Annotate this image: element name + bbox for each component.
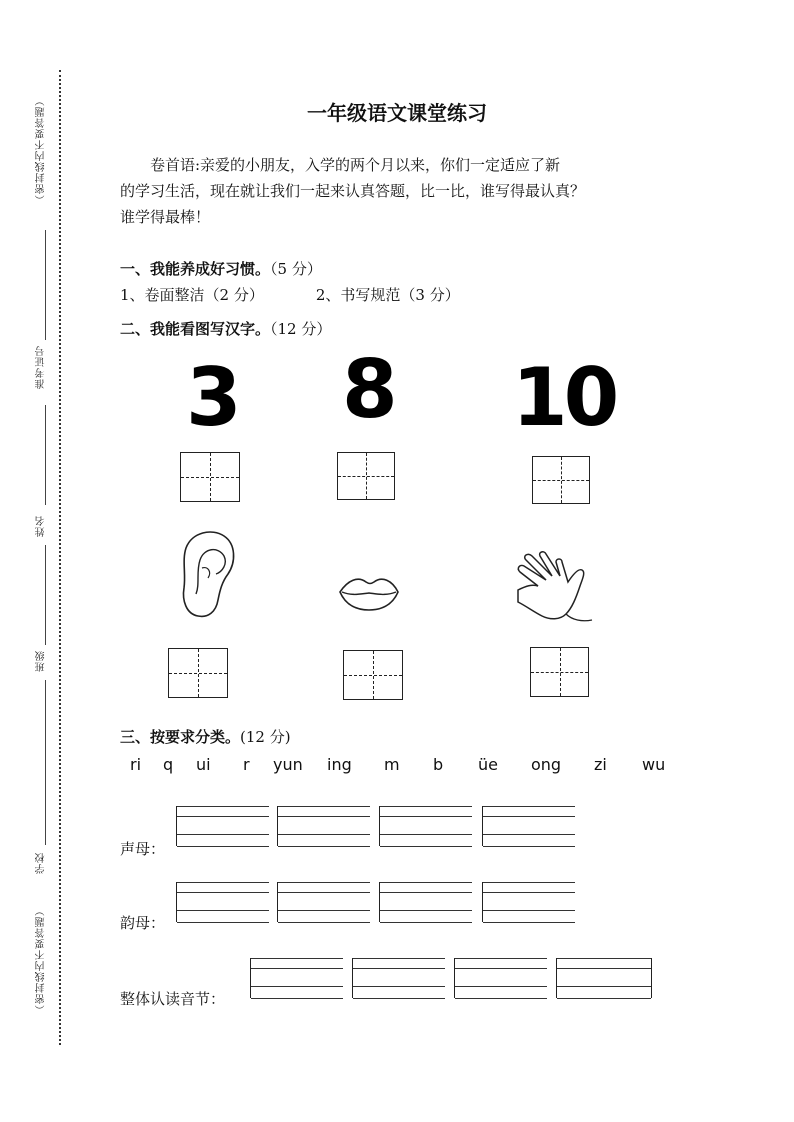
section1-item-1: 1、卷面整洁（2 分）	[120, 286, 264, 304]
ear-picture	[178, 528, 240, 620]
seal-dotted-line	[59, 70, 61, 1045]
pinyin-item: b	[433, 755, 444, 774]
intro-line-1: 卷首语:亲爱的小朋友，入学的两个月以来，你们一定适应了新	[150, 156, 561, 174]
margin-class-label: 班级	[36, 650, 47, 672]
section2-title: 二、我能看图写汉字。	[120, 320, 271, 338]
margin-fill-line-3	[45, 545, 46, 645]
margin-bottom-note: （密封线内不要答题）	[36, 905, 47, 1015]
writing-line-group[interactable]	[176, 806, 269, 846]
tian-grid-box[interactable]	[532, 456, 590, 504]
section1-title: 一、我能养成好习惯。	[120, 260, 271, 278]
writing-line-group[interactable]	[352, 958, 445, 998]
number-eight: 8	[342, 343, 394, 436]
section1-score: （5 分）	[270, 260, 322, 278]
section3-title: 三、按要求分类。	[120, 728, 241, 746]
pinyin-item: m	[384, 755, 400, 774]
pinyin-item: üe	[478, 755, 498, 774]
pinyin-item: ri	[130, 755, 142, 774]
writing-line-group[interactable]	[277, 806, 370, 846]
section1-heading	[120, 258, 322, 279]
section3-score: (12 分)	[240, 728, 291, 746]
tian-grid-box[interactable]	[180, 452, 240, 502]
zhengti-label: 整体认读音节：	[120, 990, 226, 1008]
shengmu-label: 声母：	[120, 840, 166, 858]
page-title: 一年级语文课堂练习	[307, 101, 487, 125]
writing-line-group[interactable]	[379, 882, 472, 922]
pinyin-item: ing	[327, 755, 352, 774]
pinyin-item: wu	[642, 755, 666, 774]
tian-grid-box[interactable]	[337, 452, 395, 500]
lips-picture	[338, 574, 400, 612]
margin-top-note: （密封线内不要答题）	[36, 95, 47, 205]
tian-grid-box[interactable]	[530, 647, 589, 697]
writing-line-group[interactable]	[556, 958, 652, 998]
number-three: 3	[186, 351, 238, 444]
pinyin-item: r	[243, 755, 250, 774]
pinyin-item: yun	[273, 755, 303, 774]
writing-line-group[interactable]	[176, 882, 269, 922]
tian-grid-box[interactable]	[343, 650, 403, 700]
writing-line-group[interactable]	[454, 958, 547, 998]
writing-line-group[interactable]	[250, 958, 343, 998]
pinyin-item: zi	[594, 755, 607, 774]
section1-items	[120, 284, 512, 305]
hand-picture	[512, 550, 596, 626]
writing-line-group[interactable]	[482, 882, 575, 922]
margin-name-label: 姓名	[36, 515, 47, 537]
margin-fill-line-4	[45, 680, 46, 845]
margin-exam-no-label: 准考证号	[36, 345, 47, 389]
intro-line-2: 的学习生活，现在就让我们一起来认真答题，比一比，谁写得最认真？	[120, 182, 586, 200]
writing-line-group[interactable]	[277, 882, 370, 922]
number-ten: 10	[512, 351, 616, 444]
section2-heading	[120, 318, 331, 339]
margin-school-label: 学校	[36, 852, 47, 874]
margin-fill-line-2	[45, 405, 46, 505]
yunmu-label: 韵母：	[120, 914, 166, 932]
tian-grid-box[interactable]	[168, 648, 228, 698]
writing-line-group[interactable]	[482, 806, 575, 846]
pinyin-item: ong	[531, 755, 562, 774]
section3-heading	[120, 726, 291, 747]
pinyin-item: ui	[196, 755, 211, 774]
section2-score: （12 分）	[270, 320, 332, 338]
writing-line-group[interactable]	[379, 806, 472, 846]
section1-item-2: 2、书写规范（3 分）	[315, 286, 460, 304]
margin-fill-line-1	[45, 230, 46, 340]
pinyin-item: q	[163, 755, 174, 774]
intro-line-3: 谁学得最棒！	[120, 208, 211, 226]
intro-paragraph	[120, 152, 680, 230]
